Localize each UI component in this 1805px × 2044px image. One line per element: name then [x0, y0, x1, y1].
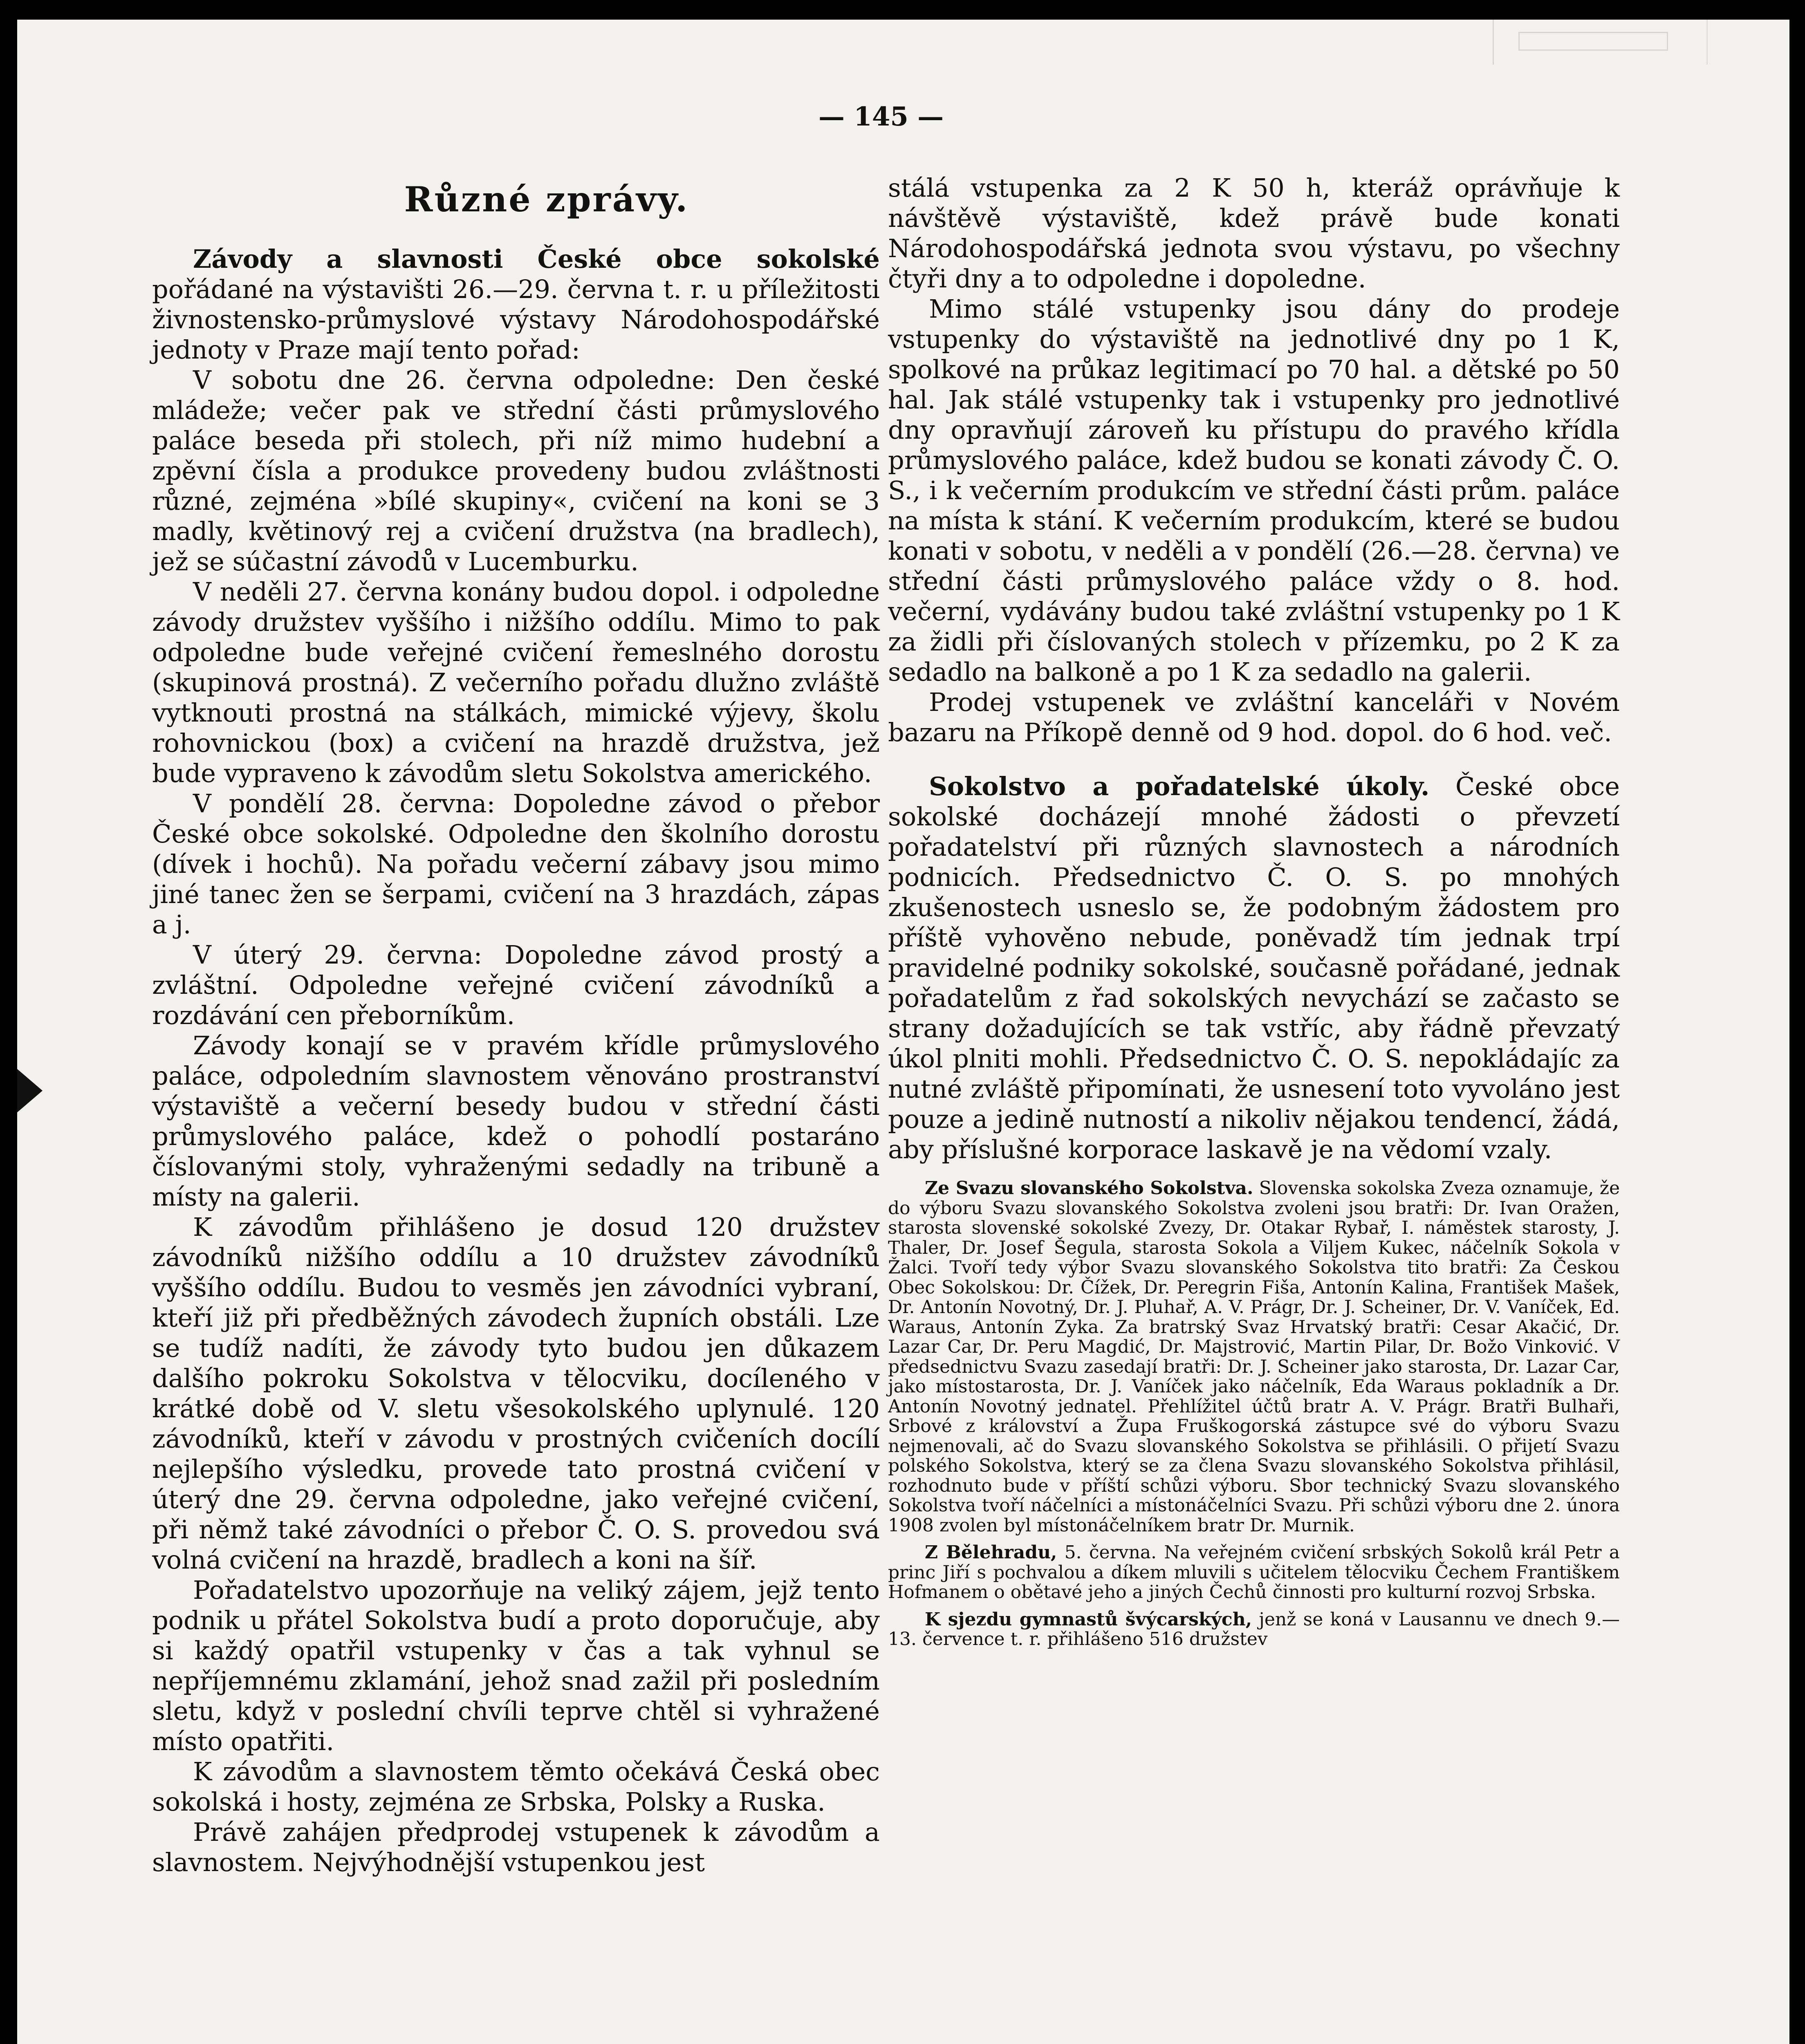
page-number: — 145 —: [818, 101, 944, 132]
news-item: K sjezdu gymnastů švýcarských, jenž se koná v Lausannu ve dnech 9.—13. července t. r. přihlášeno 516 družstev: [888, 1609, 1620, 1650]
article-paragraph: V neděli 27. června konány budou dopol. i odpoledne závody družstev vyššího i nižšího oddílu. Mimo to pak odpoledne bude veřejné cvičení řemeslného dorostu (skupinová prostná). Z večerního pořadu dlužno zvláště vytknouti prostná na stálkách, mimické výjevy, školu rohovnickou (box) a cvičení na hrazdě družstva, jež bude vypraveno k závodům sletu Sokolstva amerického.: [152, 577, 880, 788]
news-item: Z Bělehradu, 5. června. Na veřejném cvičení srbských Sokolů král Petr a princ Jiří s pochvalou a díkem mluvili s učitelem tělocviku Čechem Františkem Hofmanem o obětavé jeho a jiných Čechů činnosti pro kulturní rozvoj Srbska.: [888, 1542, 1620, 1602]
news-item: Ze Svazu slovanského Sokolstva. Slovenska sokolska Zveza oznamuje, že do výboru Svazu slovanského Sokolstva zvoleni jsou bratři: Dr. Ivan Oražen, starosta slovenské sokolské Zvezy, Dr. Otakar Rybař, I. náměstek starosty, J. Thaler, Dr. Josef Šegula, starosta Sokola a Viljem Kukec, náčelník Sokola v Žalci. Tvoří tedy výbor Svazu slovanského Sokolstva tito bratři: Za Českou Obec Sokolskou: Dr. Čížek, Dr. Peregrin Fiša, Antonín Kalina, František Mašek, Dr. Antonín Novotný, Dr. J. Pluhař, A. V. Prágr, Dr. J. Scheiner, Dr. V. Vaníček, Ed. Waraus, Antonín Zyka. Za bratrský Svaz Hrvatský bratři: Cesar Akačić, Dr. Lazar Car, Dr. Peru Magdić, Dr. Majstrović, Martin Pilar, Dr. Božo Vinković. V předsednictvu Svazu zasedají bratři: Dr. J. Scheiner jako starosta, Dr. Lazar Car, jako místostarosta, Dr. J. Vaníček jako náčelník, Eda Waraus pokladník a Dr. Antonín Novotný jednatel. Přehlížitel účtů bratr A. V. Prágr. Bratři Bulhaři, Srbové z království a Župa Fruškogorská zástupce své do výboru Svazu nejmenovali, ač do Svazu slovanského Sokolstva se přihlásili. O přijetí Svazu polského Sokolstva, který se za člena Svazu slovanského Sokolstva přihlásil, rozhodnuto bude v příští schůzi výboru. Sbor technický Svazu slovanského Sokolstva tvoří náčelníci a místonáčelníci Svazu. Při schůzi výboru dne 2. února 1908 zvolen byl místonáčelníkem bratr Dr. Murnik.: [888, 1178, 1620, 1536]
article-paragraph: Sokolstvo a pořadatelské úkoly. České obce sokolské docházejí mnohé žádosti o převzetí pořadatelství při různých slavnostech a národních podnicích. Předsednictvo Č. O. S. po mnohých zkušenostech usneslo se, že podobným žádostem pro příště vyhověno nebude, poněvadž tím jednak trpí pravidelné podniky sokolské, současně pořádané, jednak pořadatelům z řad sokolských nevychází se začasto se strany dožadujících se tak vstříc, aby řádně převzatý úkol plniti mohli. Předsednictvo Č. O. S. nepokládajíc za nutné zvláště připomínati, že usnesení toto vyvoláno jest pouze a jedině nutností a nikoliv nějakou tendencí, žádá, aby příslušné korporace laskavě je na vědomí vzaly.: [888, 771, 1620, 1164]
article-lead: Závody a slavnosti České obce sokolské: [193, 244, 880, 274]
margin-arrow-mark: [17, 1066, 43, 1115]
article-paragraph: K závodům přihlášeno je dosud 120 družstev závodníků nižšího oddílu a 10 družstev závodníků vyššího oddílu. Budou to vesměs jen závodníci vybraní, kteří již při předběžných závodech župních obstáli. Lze se tudíž nadíti, že závody tyto budou jen důkazem dalšího pokroku Sokolstva v tělocviku, docíleného v krátké době od V. sletu všesokolského uplynulé. 120 závodníků, kteří v závodu v prostných cvičeních docílí nejlepšího výsledku, provede tato prostná cvičení v úterý dne 29. června odpoledne, jako veřejné cvičení, při němž také závodníci o přebor Č. O. S. provedou svá volná cvičení na hrazdě, bradlech a koni na šíř.: [152, 1212, 880, 1575]
article-paragraph: Mimo stálé vstupenky jsou dány do prodeje vstupenky do výstaviště na jednotlivé dny po 1 K, spolkové na průkaz legitimací po 70 hal. a dětské po 50 hal. Jak stálé vstupenky tak i vstupenky pro jednotlivé dny opravňují zároveň ku přístupu do pravého křídla průmyslového paláce, kdež budou se konati závody Č. O. S., i k večerním produkcím ve střední části prům. paláce na místa k stání. K večerním produkcím, které se budou konati v sobotu, v neděli a v pondělí (26.—28. června) ve střední části průmyslového paláce vždy o 8. hod. večerní, vydávány budou také zvláštní vstupenky po 1 K za židli při číslovaných stolech v přízemku, po 2 K za sedadlo na balkoně a po 1 K za sedadlo na galerii.: [888, 294, 1620, 687]
article-paragraph: Závody a slavnosti České obce sokolské pořádané na výstavišti 26.—29. června t. r. u příležitosti živnostensko-průmyslové výstavy Národohospodářské jednoty v Praze mají tento pořad:: [152, 244, 880, 365]
left-column: [152, 179, 880, 1878]
article-paragraph: Právě zahájen předprodej vstupenek k závodům a slavnostem. Nejvýhodnější vstupenkou jest: [152, 1817, 880, 1877]
article-paragraph: Prodej vstupenek ve zvláštní kanceláři v Novém bazaru na Příkopě denně od 9 hod. dopol. do 6 hod. več.: [888, 687, 1620, 747]
article-lead: Sokolstvo a pořadatelské úkoly.: [929, 771, 1430, 801]
article-paragraph: V sobotu dne 26. června odpoledne: Den české mládeže; večer pak ve střední části průmyslového paláce beseda při stolech, při níž mimo hudební a zpěvní čísla a produkce provedeny budou zvláštnosti různé, zejména »bílé skupiny«, cvičení na koni se 3 madly, květinový rej a cvičení družstva (na bradlech), jež se súčastní závodů v Lucemburku.: [152, 365, 880, 576]
news-lead: Z Bělehradu,: [925, 1542, 1057, 1563]
section-title: Různé zprávy.: [404, 179, 689, 220]
scan-stamp-mark: [1493, 20, 1708, 65]
article-paragraph: V úterý 29. června: Dopoledne závod prostý a zvláštní. Odpoledne veřejné cvičení závodníků a rozdávání cen přeborníkům.: [152, 940, 880, 1030]
news-lead: K sjezdu gymnastů švýcarských,: [925, 1609, 1252, 1630]
scanned-page: [17, 20, 1789, 2044]
article-paragraph: Závody konají se v pravém křídle průmyslového paláce, odpoledním slavnostem věnováno prostranství výstaviště a večerní besedy budou v střední části průmyslového paláce, kdež o pohodlí postaráno číslovanými stoly, vyhraženými sedadly na tribuně a místy na galerii.: [152, 1031, 880, 1212]
article-paragraph: Pořadatelstvo upozorňuje na veliký zájem, jejž tento podnik u přátel Sokolstva budí a proto doporučuje, aby si každý opatřil vstupenky v čas a tak vyhnul se nepříjemnému zklamání, jehož snad zažil při posledním sletu, když v poslední chvíli teprve chtěl si vyhražené místo opatřiti.: [152, 1575, 880, 1756]
right-column: [888, 173, 1620, 1650]
news-lead: Ze Svazu slovanského Sokolstva.: [925, 1178, 1253, 1199]
article-paragraph: K závodům a slavnostem těmto očekává Česká obec sokolská i hosty, zejména ze Srbska, Polsky a Ruska.: [152, 1757, 880, 1817]
article-paragraph: V pondělí 28. června: Dopoledne závod o přebor České obce sokolské. Odpoledne den školního dorostu (dívek i hochů). Na pořadu večerní zábavy jsou mimo jiné tanec žen se šerpami, cvičení na 3 hrazdách, zápas a j.: [152, 789, 880, 939]
article-paragraph: stálá vstupenka za 2 K 50 h, kteráž oprávňuje k návštěvě výstaviště, kdež právě bude konati Národohospodářská jednota svou výstavu, po všechny čtyři dny a to odpoledne i dopoledne.: [888, 173, 1620, 294]
